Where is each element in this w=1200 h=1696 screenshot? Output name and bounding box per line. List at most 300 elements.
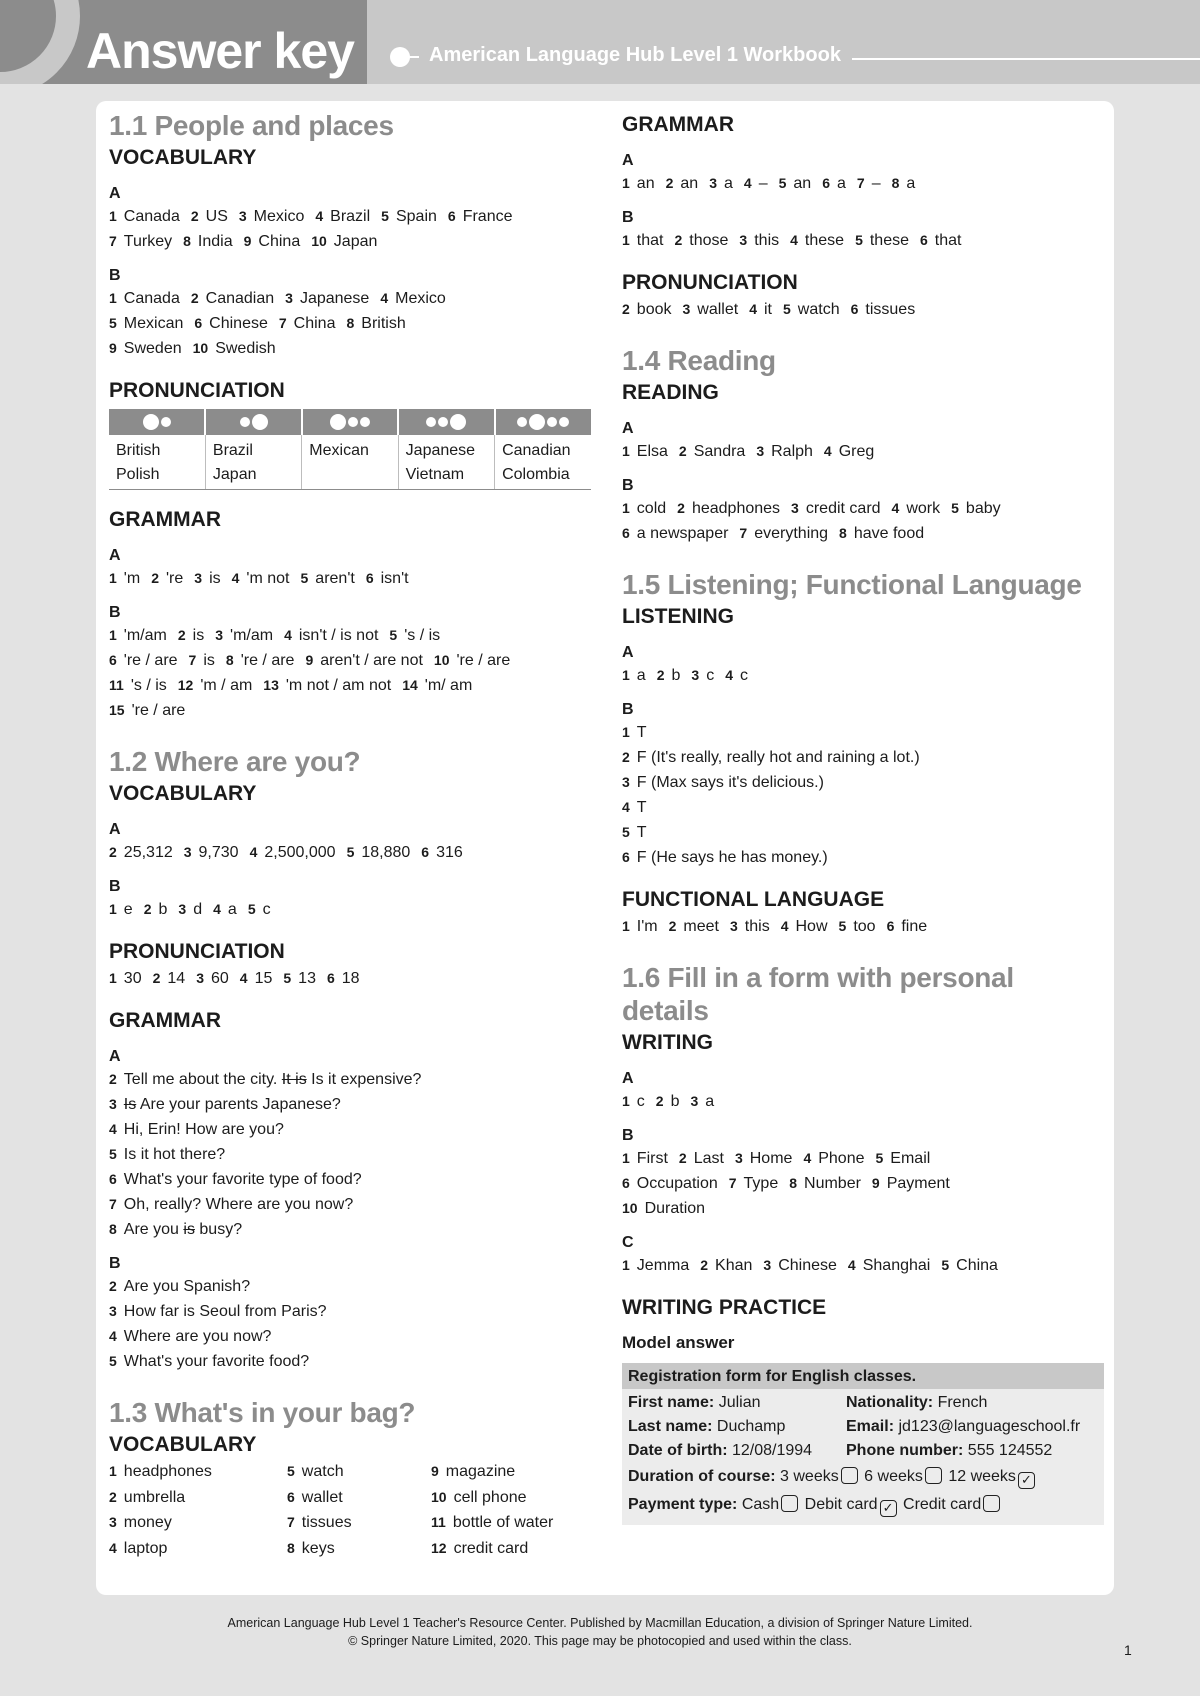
exercise-label: B	[622, 477, 634, 494]
answer-text: 'm not / am not	[285, 677, 392, 694]
header-rule	[852, 58, 1200, 60]
vocab-item	[287, 1536, 431, 1562]
nationality-value: French	[933, 1394, 988, 1411]
vocab-item	[287, 1485, 431, 1511]
sentence-text: Is it expensive?	[306, 1071, 422, 1088]
exercise-label: B	[622, 1127, 634, 1144]
item-number: 5	[875, 1150, 884, 1166]
item-number: 6	[622, 1175, 630, 1191]
answer-text: 18	[341, 970, 360, 987]
sentence-line	[109, 1192, 595, 1217]
answer-text: it	[764, 301, 772, 318]
item-number: 5	[381, 208, 389, 224]
item-number: 8	[346, 315, 355, 331]
item-number: 6	[622, 525, 630, 541]
answer-text: credit card	[805, 500, 881, 517]
exercise-label: A	[109, 547, 121, 564]
answer-line	[109, 229, 595, 254]
item-number: 1	[622, 1257, 630, 1273]
item-number: 1	[109, 570, 117, 586]
item-number: 5	[838, 918, 847, 934]
answer-text: Swedish	[215, 340, 276, 357]
item-number: 2	[177, 627, 186, 643]
item-number: 2	[678, 1150, 687, 1166]
sentence-list	[109, 1067, 595, 1242]
sentence-text: T	[636, 724, 647, 741]
answer-text: book	[636, 301, 672, 318]
answer-text: these	[804, 232, 845, 249]
item-number: 10	[433, 652, 450, 668]
answer-text: 're / are	[456, 652, 511, 669]
item-number: 1	[622, 1093, 630, 1109]
item-number: 4	[380, 290, 389, 306]
sentence-line	[109, 1324, 595, 1349]
item-number: 2	[656, 667, 665, 683]
item-number: 2	[143, 901, 152, 917]
stress-pattern-header	[302, 409, 398, 435]
vocab-word: credit card	[453, 1539, 529, 1557]
sentence-text: Hi, Erin! How are you?	[123, 1121, 284, 1138]
crossed-out-word: is	[183, 1221, 195, 1238]
answer-line	[622, 521, 1104, 546]
item-number: 6	[447, 208, 456, 224]
answer-text: Type	[743, 1175, 779, 1192]
answer-text: c	[740, 667, 748, 684]
sentence-line	[109, 1349, 595, 1374]
answer-text: 's / is	[130, 677, 167, 694]
answer-text: Payment	[886, 1175, 950, 1192]
item-number: 4	[803, 1150, 812, 1166]
item-number: 3	[238, 208, 247, 224]
section-title: 1.1 People and places	[109, 110, 394, 141]
page-footer	[0, 1614, 1200, 1650]
answer-text: 'm/am	[123, 627, 167, 644]
item-number: 9	[871, 1175, 880, 1191]
item-number: 4	[231, 570, 240, 586]
sentence-text: F (Max says it's delicious.)	[636, 774, 824, 791]
stress-pattern-icon	[206, 414, 300, 430]
item-number: 5	[109, 315, 117, 331]
left-column	[109, 109, 595, 1561]
sentence-line	[622, 820, 1104, 845]
item-number: 3	[196, 970, 204, 986]
item-number: 10	[311, 233, 327, 249]
item-number: 13	[263, 677, 279, 693]
payment-option-label: Debit card	[804, 1496, 878, 1513]
answer-text: cold	[636, 500, 667, 517]
answer-text: 'm/ am	[424, 677, 473, 694]
answer-text: a	[636, 667, 646, 684]
answer-text: Mexico	[395, 290, 446, 307]
item-number: 1	[622, 443, 630, 459]
item-number: 8	[891, 175, 900, 191]
answer-text: c	[262, 901, 271, 918]
answer-text: 15	[254, 970, 273, 987]
answer-text: 316	[436, 844, 463, 861]
answer-text: 2,500,000	[264, 844, 336, 861]
item-number: 2	[190, 208, 199, 224]
answer-lines	[109, 623, 595, 723]
answer-text: 'm not	[246, 570, 290, 587]
answer-line	[109, 286, 595, 311]
item-number: 4	[823, 443, 832, 459]
stress-pattern-header	[495, 409, 591, 435]
sentence-text: What's your favorite type of food?	[123, 1171, 362, 1188]
header-decoration	[0, 0, 80, 84]
item-number: 10	[622, 1200, 638, 1216]
vocab-item	[287, 1459, 431, 1485]
item-number: 4	[315, 208, 324, 224]
answer-text: watch	[797, 301, 840, 318]
vocab-word: bottle of water	[452, 1514, 554, 1531]
stress-word: British	[116, 442, 161, 459]
sentence-text: How far is Seoul from Paris?	[123, 1303, 327, 1320]
item-number: 1	[622, 667, 630, 683]
sentence-text: Tell me about the city.	[123, 1071, 282, 1088]
answer-text: 25,312	[123, 844, 173, 861]
answer-text: an	[793, 175, 812, 192]
answer-text: Occupation	[636, 1175, 718, 1192]
answer-text: that	[934, 232, 962, 249]
answer-line	[109, 698, 595, 723]
answer-lines	[622, 171, 1104, 196]
stress-word: Canadian	[502, 442, 571, 459]
subheading: VOCABULARY	[109, 146, 257, 169]
item-number: 7	[728, 1175, 737, 1191]
subheading: PRONUNCIATION	[109, 940, 285, 963]
item-number: 3	[691, 667, 700, 683]
item-number: 3	[709, 175, 717, 191]
answer-text: these	[869, 232, 909, 249]
item-number: 6	[109, 1171, 117, 1187]
section-title: 1.2 Where are you?	[109, 746, 361, 777]
answer-text: an	[636, 175, 655, 192]
subheading: GRAMMAR	[622, 113, 734, 136]
stressed-syllable-icon	[330, 414, 346, 430]
answer-text: I'm	[636, 918, 658, 935]
stress-word: Japanese	[405, 442, 476, 459]
stress-pattern-header	[205, 409, 301, 435]
answer-line	[622, 171, 1104, 196]
stress-pattern-cell	[205, 435, 301, 490]
item-number: 3	[682, 301, 691, 317]
sentence-text: busy?	[194, 1221, 243, 1238]
answer-text: Spain	[395, 208, 437, 225]
unstressed-syllable-icon	[360, 417, 370, 427]
answer-text: b	[158, 901, 168, 918]
item-number: 7	[109, 233, 117, 249]
answer-text: 're / are	[123, 652, 178, 669]
sentence-line	[622, 770, 1104, 795]
answer-text: Canada	[123, 208, 180, 225]
answer-line	[109, 204, 595, 229]
subheading: PRONUNCIATION	[109, 379, 285, 402]
sentence-text: Oh, really? Where are you now?	[123, 1196, 354, 1213]
exercise-label: A	[622, 644, 634, 661]
item-number: 1	[622, 232, 630, 248]
answer-lines	[622, 914, 1104, 939]
answer-text: Last	[693, 1150, 724, 1167]
item-number: 5	[951, 500, 959, 516]
answer-text: 're / are	[131, 702, 186, 719]
answer-text: that	[636, 232, 664, 249]
duration-option-label: 6 weeks	[864, 1468, 923, 1485]
answer-text: an	[680, 175, 699, 192]
answer-lines	[622, 663, 1104, 688]
item-number: 8	[287, 1539, 295, 1556]
vocab-item	[287, 1510, 431, 1536]
item-number: 3	[109, 1303, 117, 1319]
unstressed-syllable-icon	[348, 417, 358, 427]
sentence-text: F (It's really, really hot and raining a lot.)	[636, 749, 920, 766]
answer-text: US	[205, 208, 228, 225]
item-number: 3	[763, 1257, 772, 1273]
dob-label: Date of birth:	[628, 1442, 728, 1459]
answer-text: this	[744, 918, 770, 935]
answer-text: a	[227, 901, 237, 918]
stress-word: Colombia	[502, 466, 570, 483]
unstressed-syllable-icon	[240, 417, 250, 427]
subheading: LISTENING	[622, 605, 735, 628]
item-number: 6	[622, 849, 630, 865]
answer-text: Japanese	[299, 290, 370, 307]
item-number: 6	[287, 1488, 295, 1505]
sentence-line	[109, 1299, 595, 1324]
vocab-word: headphones	[123, 1463, 212, 1480]
item-number: 4	[749, 301, 757, 317]
answer-lines	[622, 1146, 1104, 1221]
unstressed-syllable-icon	[559, 417, 569, 427]
answer-lines	[622, 1089, 1104, 1114]
answer-line	[622, 496, 1104, 521]
sentence-line	[109, 1217, 595, 1242]
vocab-item	[109, 1485, 287, 1511]
checkbox-icon	[841, 1467, 858, 1484]
item-number: 3	[791, 500, 799, 516]
answer-text: a newspaper	[636, 525, 729, 542]
item-number: 3	[622, 774, 630, 790]
exercise-label: A	[109, 821, 121, 838]
answer-text: 're	[165, 570, 184, 587]
answer-text: isn't	[380, 570, 409, 587]
unstressed-syllable-icon	[438, 417, 448, 427]
answer-text: Email	[890, 1150, 931, 1167]
stress-pattern-cell	[398, 435, 494, 490]
vocab-word: wallet	[301, 1488, 343, 1506]
page-title: Answer key	[86, 23, 354, 79]
answer-line	[622, 228, 1104, 253]
item-number: 2	[622, 301, 630, 317]
vocab-word: tissues	[301, 1514, 352, 1531]
email-label: Email:	[846, 1418, 895, 1435]
item-number: 5	[287, 1463, 295, 1479]
item-number: 1	[622, 724, 630, 740]
answer-text: Canadian	[205, 290, 275, 307]
first-name-value: Julian	[714, 1394, 761, 1411]
item-number: 3	[756, 443, 765, 459]
answer-text: Turkey	[123, 233, 173, 250]
item-number: 5	[346, 844, 355, 860]
vocab-item	[109, 1459, 287, 1485]
answer-text: Sweden	[123, 340, 182, 357]
answer-text: have food	[853, 525, 925, 542]
item-number: 4	[109, 1328, 117, 1344]
item-number: 4	[109, 1539, 117, 1556]
answer-text: e	[123, 901, 133, 918]
answer-text: 's / is	[404, 627, 441, 644]
item-number: 3	[109, 1096, 117, 1112]
answer-text: is	[203, 652, 215, 669]
item-number: 1	[622, 175, 630, 191]
phone-value: 555 124552	[963, 1442, 1053, 1459]
answer-line	[109, 897, 595, 922]
duration-option-label: 3 weeks	[780, 1468, 839, 1485]
sentence-text: F (He says he has money.)	[636, 849, 828, 866]
answer-text: Mexico	[253, 208, 305, 225]
item-number: 2	[109, 1071, 117, 1087]
answer-text: b	[671, 667, 681, 684]
stressed-syllable-icon	[450, 414, 466, 430]
answer-text: China	[956, 1257, 998, 1274]
item-number: 2	[668, 918, 677, 934]
unstressed-syllable-icon	[517, 417, 527, 427]
answer-line	[622, 439, 1104, 464]
phone-label: Phone number:	[846, 1442, 964, 1459]
item-number: 2	[109, 844, 117, 860]
item-number: 6	[421, 844, 430, 860]
stress-word: Vietnam	[405, 466, 465, 483]
item-number: 3	[215, 627, 224, 643]
item-number: 1	[622, 500, 630, 516]
item-number: 4	[109, 1121, 117, 1137]
answer-text: First	[636, 1150, 668, 1167]
answer-text: 14	[167, 970, 186, 987]
answer-line	[109, 840, 595, 865]
item-number: 12	[431, 1539, 447, 1556]
answer-line	[622, 1146, 1104, 1171]
exercise-label: A	[622, 420, 634, 437]
item-number: 5	[783, 301, 791, 317]
answer-lines	[622, 439, 1104, 464]
item-number: 6	[194, 315, 203, 331]
answer-text: Japan	[333, 233, 378, 250]
answer-text: is	[192, 627, 205, 644]
answer-text: baby	[965, 500, 1001, 517]
nationality-label: Nationality:	[846, 1394, 934, 1411]
page-header	[0, 0, 1200, 84]
answer-text: British	[361, 315, 406, 332]
item-number: 7	[188, 652, 197, 668]
answer-line	[622, 1253, 1104, 1278]
subheading: VOCABULARY	[109, 1433, 257, 1456]
item-number: 2	[678, 443, 687, 459]
unstressed-syllable-icon	[426, 417, 436, 427]
answer-line	[109, 966, 595, 991]
vocab-word: cell phone	[453, 1488, 527, 1506]
subheading: READING	[622, 381, 719, 404]
sentence-text: Are you	[123, 1221, 184, 1238]
stressed-syllable-icon	[143, 414, 159, 430]
answer-line	[109, 566, 595, 591]
item-number: 4	[725, 667, 733, 683]
section-title: 1.6 Fill in a form with personal details	[622, 962, 1014, 1026]
item-number: 1	[622, 918, 630, 934]
item-number: 4	[743, 175, 752, 191]
answer-text: 'm/am	[230, 627, 274, 644]
answer-text: Greg	[838, 443, 875, 460]
item-number: 4	[780, 918, 789, 934]
item-number: 7	[739, 525, 748, 541]
item-number: 3	[739, 232, 748, 248]
answer-text: this	[754, 232, 780, 249]
item-number: 7	[856, 175, 865, 191]
sentence-text: T	[636, 824, 647, 841]
item-number: 8	[789, 1175, 798, 1191]
answer-card	[96, 101, 1114, 1595]
answer-lines	[109, 840, 595, 865]
answer-text: Home	[749, 1150, 793, 1167]
stress-word: Polish	[116, 466, 160, 483]
answer-line	[622, 1171, 1104, 1196]
item-number: 15	[109, 702, 125, 718]
answer-text: is	[209, 570, 221, 587]
checkbox-icon	[983, 1495, 1000, 1512]
subheading: VOCABULARY	[109, 782, 257, 805]
last-name-value: Duchamp	[712, 1418, 786, 1435]
answer-text: a	[705, 1093, 715, 1110]
answer-lines	[109, 204, 595, 254]
vocabulary-grid	[109, 1459, 595, 1561]
answer-text: Shanghai	[862, 1257, 931, 1274]
checkbox-icon: ✓	[880, 1500, 897, 1517]
item-number: 14	[402, 677, 418, 693]
answer-text: isn't / is not	[298, 627, 379, 644]
item-number: 4	[847, 1257, 856, 1273]
answer-line	[109, 623, 595, 648]
payment-row	[628, 1491, 1098, 1519]
exercise-label: B	[109, 267, 121, 284]
answer-text: d	[193, 901, 203, 918]
stress-word: Brazil	[212, 442, 253, 459]
sentence-line	[622, 745, 1104, 770]
stress-pattern-cell	[109, 435, 205, 490]
unstressed-syllable-icon	[161, 417, 171, 427]
payment-label: Payment type:	[628, 1496, 738, 1513]
item-number: 8	[839, 525, 847, 541]
item-number: 2	[109, 1278, 117, 1294]
sentence-line	[109, 1067, 595, 1092]
answer-text: everything	[754, 525, 829, 542]
answer-line	[622, 297, 1104, 322]
item-number: 4	[284, 627, 292, 643]
item-number: 3	[194, 570, 203, 586]
item-number: 3	[734, 1150, 743, 1166]
right-column	[622, 109, 1104, 1525]
answer-text: too	[853, 918, 876, 935]
item-number: 4	[891, 500, 900, 516]
sentence-list	[109, 1274, 595, 1374]
item-number: 8	[183, 233, 191, 249]
sentence-line	[109, 1142, 595, 1167]
sentence-line	[109, 1117, 595, 1142]
answer-text: a	[906, 175, 916, 192]
item-number: 3	[730, 918, 738, 934]
answer-text: Sandra	[693, 443, 746, 460]
stress-pattern-icon	[399, 414, 493, 430]
sentence-text: Are your parents Japanese?	[136, 1096, 341, 1113]
answer-line	[109, 648, 595, 673]
answer-text: Duration	[644, 1200, 706, 1217]
